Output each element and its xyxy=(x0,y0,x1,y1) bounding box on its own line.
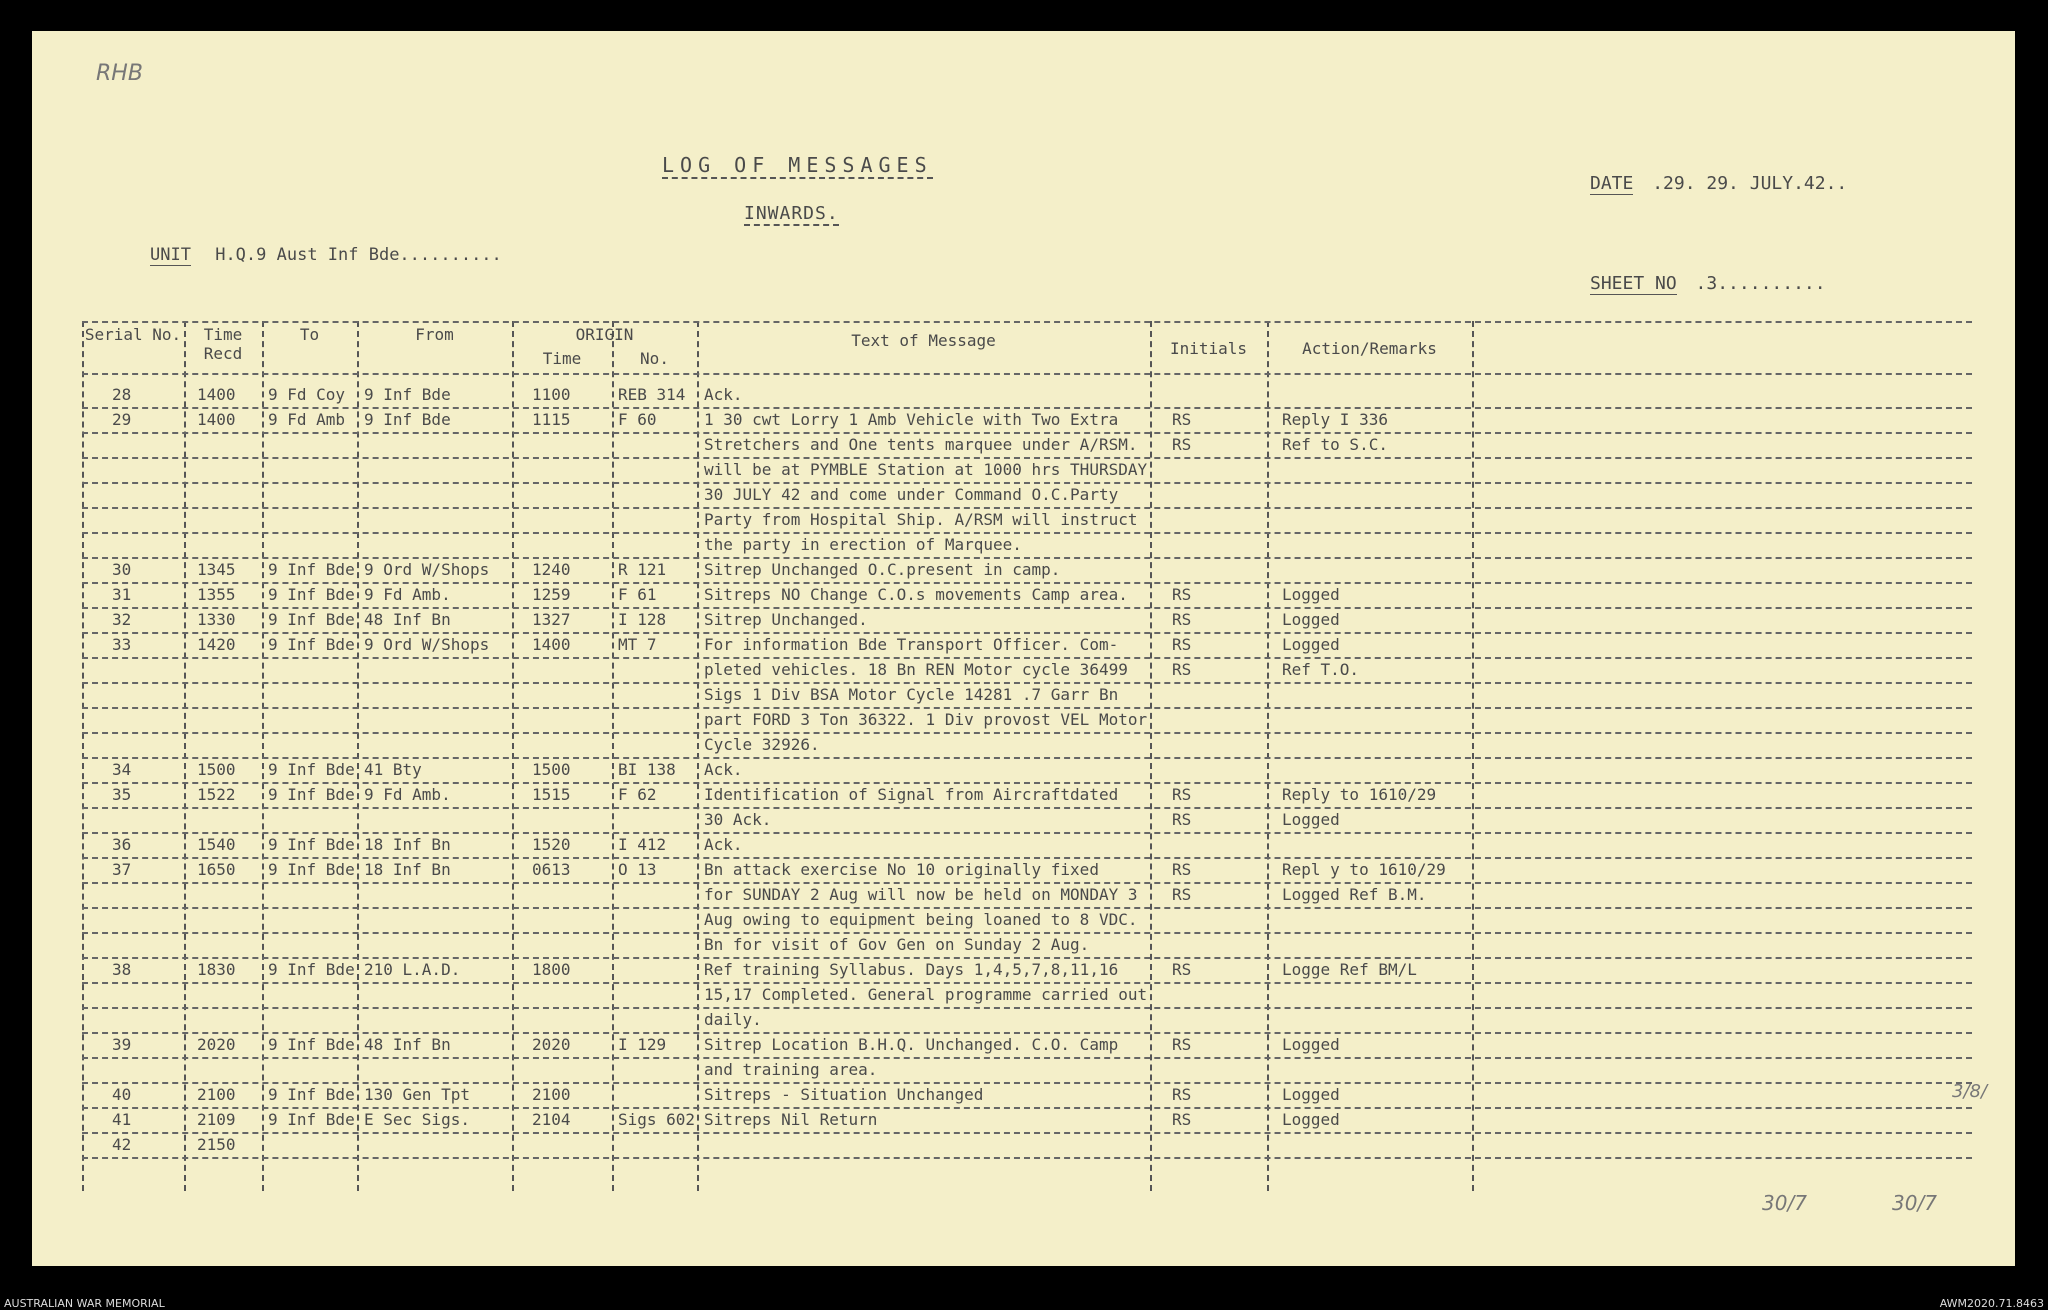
table-row xyxy=(82,710,1972,732)
date-label: DATE xyxy=(1590,173,1634,194)
cell-text: 30 JULY 42 and come under Command O.C.Party xyxy=(704,485,1119,504)
cell-to: 9 Inf Bde xyxy=(268,835,355,854)
cell-time-recd: 1830 xyxy=(197,960,236,979)
cell-serial: 35 xyxy=(112,785,132,804)
cell-initials: RS xyxy=(1172,960,1192,979)
cell-from: E Sec Sigs. xyxy=(364,1110,470,1129)
cell-initials: RS xyxy=(1172,410,1192,429)
row-border xyxy=(82,1032,1972,1034)
cell-action: Logged xyxy=(1282,1085,1340,1104)
row-border xyxy=(82,1082,1972,1084)
cell-origin-no: F 60 xyxy=(618,410,657,429)
cell-time-recd: 1400 xyxy=(197,410,236,429)
cell-origin-time: 2020 xyxy=(532,1035,571,1054)
col-header-action: Action/Remarks xyxy=(1302,339,1437,358)
date-line xyxy=(1590,173,1847,194)
cell-to: 9 Inf Bde xyxy=(268,560,355,579)
message-log-table xyxy=(82,321,1972,1191)
unit-value: H.Q.9 Aust Inf Bde.......... xyxy=(215,245,502,265)
cell-from: 18 Inf Bn xyxy=(364,860,451,879)
cell-initials: RS xyxy=(1172,585,1192,604)
cell-origin-no: I 128 xyxy=(618,610,667,629)
cell-text: will be at PYMBLE Station at 1000 hrs THURSDAY xyxy=(704,460,1148,479)
row-border xyxy=(82,1057,1972,1059)
cell-time-recd: 1355 xyxy=(197,585,236,604)
table-row xyxy=(82,585,1972,607)
cell-origin-no: F 61 xyxy=(618,585,657,604)
cell-initials: RS xyxy=(1172,1110,1192,1129)
cell-origin-no: Sigs 602 xyxy=(618,1110,696,1129)
cell-time-recd: 1500 xyxy=(197,760,236,779)
cell-action: Reply I 336 xyxy=(1282,410,1388,429)
cell-to: 9 Inf Bde xyxy=(268,585,355,604)
cell-to: 9 Inf Bde xyxy=(268,1110,355,1129)
table-row xyxy=(82,985,1972,1007)
cell-serial: 36 xyxy=(112,835,132,854)
cell-text: Ack. xyxy=(704,835,743,854)
cell-serial: 34 xyxy=(112,760,132,779)
cell-origin-no: R 121 xyxy=(618,560,667,579)
cell-from: 48 Inf Bn xyxy=(364,1035,451,1054)
cell-serial: 37 xyxy=(112,860,132,879)
cell-time-recd: 1540 xyxy=(197,835,236,854)
cell-text: and training area. xyxy=(704,1060,878,1079)
row-border xyxy=(82,957,1972,959)
cell-text: the party in erection of Marquee. xyxy=(704,535,1022,554)
cell-from: 9 Inf Bde xyxy=(364,410,451,429)
cell-serial: 39 xyxy=(112,1035,132,1054)
cell-text: Sigs 1 Div BSA Motor Cycle 14281 .7 Garr Bn xyxy=(704,685,1119,704)
col-header-origin-no: No. xyxy=(640,349,669,368)
cell-action: Reply to 1610/29 xyxy=(1282,785,1437,804)
cell-text: Identification of Signal from Aircraftdated xyxy=(704,785,1119,804)
cell-time-recd: 1522 xyxy=(197,785,236,804)
row-border xyxy=(82,707,1972,709)
cell-origin-time: 0613 xyxy=(532,860,571,879)
table-row xyxy=(82,810,1972,832)
cell-action: Ref to S.C. xyxy=(1282,435,1388,454)
cell-serial: 40 xyxy=(112,1085,132,1104)
row-border xyxy=(82,757,1972,759)
corner-mark: RHB xyxy=(96,61,143,86)
row-border xyxy=(82,1007,1972,1009)
cell-to: 9 Inf Bde xyxy=(268,760,355,779)
cell-time-recd: 1650 xyxy=(197,860,236,879)
table-row xyxy=(82,460,1972,482)
cell-origin-no: I 412 xyxy=(618,835,667,854)
cell-time-recd: 1400 xyxy=(197,385,236,404)
table-row xyxy=(82,860,1972,882)
table-row xyxy=(82,535,1972,557)
cell-time-recd: 2109 xyxy=(197,1110,236,1129)
row-border xyxy=(82,532,1972,534)
footer-left: AUSTRALIAN WAR MEMORIAL xyxy=(4,1297,165,1310)
cell-text: 1 30 cwt Lorry 1 Amb Vehicle with Two Extra xyxy=(704,410,1119,429)
table-row xyxy=(82,1135,1972,1157)
unit-label: UNIT xyxy=(150,245,191,265)
cell-to: 9 Inf Bde xyxy=(268,610,355,629)
row-border xyxy=(82,857,1972,859)
sheet-label: SHEET NO xyxy=(1590,273,1677,294)
table-row xyxy=(82,635,1972,657)
row-border xyxy=(82,507,1972,509)
col-header-to: To xyxy=(299,325,320,344)
cell-to: 9 Inf Bde xyxy=(268,785,355,804)
cell-to: 9 Fd Amb xyxy=(268,410,346,429)
col-header-origin: ORIGIN xyxy=(575,325,634,344)
row-border xyxy=(82,482,1972,484)
row-border xyxy=(82,657,1972,659)
cell-origin-time: 1327 xyxy=(532,610,571,629)
cell-text: For information Bde Transport Officer. Com- xyxy=(704,635,1119,654)
cell-origin-no: F 62 xyxy=(618,785,657,804)
table-row xyxy=(82,1110,1972,1132)
cell-initials: RS xyxy=(1172,435,1192,454)
table-row xyxy=(82,560,1972,582)
row-border xyxy=(82,607,1972,609)
page-subtitle: INWARDS. xyxy=(744,203,839,224)
cell-time-recd: 1420 xyxy=(197,635,236,654)
row-border xyxy=(82,907,1972,909)
row-border xyxy=(82,982,1972,984)
table-row xyxy=(82,685,1972,707)
cell-initials: RS xyxy=(1172,660,1192,679)
cell-time-recd: 2150 xyxy=(197,1135,236,1154)
cell-to: 9 Inf Bde xyxy=(268,1085,355,1104)
cell-initials: RS xyxy=(1172,1035,1192,1054)
cell-origin-time: 1100 xyxy=(532,385,571,404)
row-border xyxy=(82,407,1972,409)
row-border xyxy=(82,832,1972,834)
table-row xyxy=(82,510,1972,532)
cell-initials: RS xyxy=(1172,810,1192,829)
cell-text: Ack. xyxy=(704,760,743,779)
cell-initials: RS xyxy=(1172,860,1192,879)
sheet-value: .3.......... xyxy=(1695,273,1826,294)
cell-origin-time: 1500 xyxy=(532,760,571,779)
table-row xyxy=(82,1010,1972,1032)
col-header-time-recd: Time Recd xyxy=(203,325,243,363)
date-value: .29. 29. JULY.42.. xyxy=(1652,173,1848,194)
row-border xyxy=(82,732,1972,734)
cell-text: pleted vehicles. 18 Bn REN Motor cycle 36499 xyxy=(704,660,1128,679)
cell-from: 9 Fd Amb. xyxy=(364,585,451,604)
table-row xyxy=(82,1035,1972,1057)
table-row xyxy=(82,660,1972,682)
cell-serial: 38 xyxy=(112,960,132,979)
document-page xyxy=(32,31,2015,1266)
cell-text: Ack. xyxy=(704,385,743,404)
cell-text: Cycle 32926. xyxy=(704,735,820,754)
sheet-line xyxy=(1590,273,1826,294)
table-row xyxy=(82,960,1972,982)
cell-text: Bn for visit of Gov Gen on Sunday 2 Aug. xyxy=(704,935,1090,954)
cell-initials: RS xyxy=(1172,610,1192,629)
table-row xyxy=(82,910,1972,932)
cell-origin-no: BI 138 xyxy=(618,760,676,779)
cell-serial: 30 xyxy=(112,560,132,579)
cell-initials: RS xyxy=(1172,885,1192,904)
row-border xyxy=(82,882,1972,884)
table-row xyxy=(82,935,1972,957)
row-border xyxy=(82,457,1972,459)
cell-origin-no: REB 314 xyxy=(618,385,686,404)
cell-action: Repl y to 1610/29 xyxy=(1282,860,1446,879)
cell-from: 9 Inf Bde xyxy=(364,385,451,404)
cell-action: Logged xyxy=(1282,1035,1340,1054)
cell-origin-time: 1400 xyxy=(532,635,571,654)
cell-serial: 31 xyxy=(112,585,132,604)
signature-annotation: 30/7 xyxy=(1892,1191,1937,1215)
cell-from: 41 Bty xyxy=(364,760,422,779)
col-header-serial: Serial No. xyxy=(84,325,182,344)
cell-origin-time: 1259 xyxy=(532,585,571,604)
cell-serial: 42 xyxy=(112,1135,132,1154)
cell-action: Logged xyxy=(1282,635,1340,654)
cell-serial: 29 xyxy=(112,410,132,429)
cell-from: 18 Inf Bn xyxy=(364,835,451,854)
cell-time-recd: 2020 xyxy=(197,1035,236,1054)
cell-serial: 28 xyxy=(112,385,132,404)
cell-origin-no: O 13 xyxy=(618,860,657,879)
row-border xyxy=(82,582,1972,584)
row-border xyxy=(82,782,1972,784)
col-header-origin-time: Time xyxy=(542,349,582,368)
col-header-initials: Initials xyxy=(1169,339,1248,358)
row-border xyxy=(82,321,1972,323)
cell-from: 9 Ord W/Shops xyxy=(364,560,490,579)
cell-origin-time: 1520 xyxy=(532,835,571,854)
col-header-from: From xyxy=(415,325,454,344)
cell-origin-time: 1800 xyxy=(532,960,571,979)
margin-annotation: 3/8/ xyxy=(1952,1081,1988,1102)
cell-text: Sitreps NO Change C.O.s movements Camp area. xyxy=(704,585,1128,604)
cell-from: 9 Fd Amb. xyxy=(364,785,451,804)
cell-text: Stretchers and One tents marquee under A/RSM. xyxy=(704,435,1138,454)
cell-initials: RS xyxy=(1172,785,1192,804)
cell-action: Logge Ref BM/L xyxy=(1282,960,1417,979)
cell-action: Logged xyxy=(1282,810,1340,829)
cell-origin-no: MT 7 xyxy=(618,635,657,654)
table-row xyxy=(82,760,1972,782)
table-row xyxy=(82,835,1972,857)
cell-origin-time: 1515 xyxy=(532,785,571,804)
cell-text: Sitreps Nil Return xyxy=(704,1110,878,1129)
cell-serial: 41 xyxy=(112,1110,132,1129)
cell-initials: RS xyxy=(1172,635,1192,654)
cell-origin-time: 2100 xyxy=(532,1085,571,1104)
cell-to: 9 Inf Bde xyxy=(268,960,355,979)
row-border xyxy=(82,932,1972,934)
cell-origin-no: I 129 xyxy=(618,1035,667,1054)
cell-text: Sitrep Unchanged. xyxy=(704,610,868,629)
cell-origin-time: 1240 xyxy=(532,560,571,579)
table-row xyxy=(82,885,1972,907)
table-row xyxy=(82,410,1972,432)
cell-from: 130 Gen Tpt xyxy=(364,1085,470,1104)
cell-text: Aug owing to equipment being loaned to 8 VDC. xyxy=(704,910,1138,929)
cell-action: Logged xyxy=(1282,585,1340,604)
cell-serial: 32 xyxy=(112,610,132,629)
cell-action: Logged Ref B.M. xyxy=(1282,885,1427,904)
row-border xyxy=(82,557,1972,559)
table-row xyxy=(82,785,1972,807)
cell-text: for SUNDAY 2 Aug will now be held on MONDAY 3 xyxy=(704,885,1138,904)
cell-from: 210 L.A.D. xyxy=(364,960,461,979)
table-row xyxy=(82,385,1972,407)
cell-text: 15,17 Completed. General programme carried out xyxy=(704,985,1148,1004)
cell-initials: RS xyxy=(1172,1085,1192,1104)
cell-from: 48 Inf Bn xyxy=(364,610,451,629)
cell-text: Sitrep Location B.H.Q. Unchanged. C.O. Camp xyxy=(704,1035,1119,1054)
cell-text: 30 Ack. xyxy=(704,810,772,829)
unit-line xyxy=(150,245,502,265)
row-border xyxy=(82,1107,1972,1109)
initials-annotation: 30/7 xyxy=(1762,1191,1807,1215)
row-border xyxy=(82,682,1972,684)
row-border xyxy=(82,1157,1972,1159)
cell-time-recd: 1345 xyxy=(197,560,236,579)
cell-text: daily. xyxy=(704,1010,762,1029)
table-row xyxy=(82,735,1972,757)
row-border xyxy=(82,632,1972,634)
table-row xyxy=(82,610,1972,632)
row-border xyxy=(82,1132,1972,1134)
cell-text: Sitreps - Situation Unchanged xyxy=(704,1085,984,1104)
cell-text: Party from Hospital Ship. A/RSM will instruct xyxy=(704,510,1138,529)
table-row xyxy=(82,1085,1972,1107)
cell-text: part FORD 3 Ton 36322. 1 Div provost VEL Motor xyxy=(704,710,1148,729)
table-row xyxy=(82,435,1972,457)
footer-right: AWM2020.71.8463 xyxy=(1939,1297,2044,1310)
cell-action: Logged xyxy=(1282,1110,1340,1129)
cell-origin-time: 2104 xyxy=(532,1110,571,1129)
row-border xyxy=(82,807,1972,809)
cell-to: 9 Inf Bde xyxy=(268,635,355,654)
cell-text: Sitrep Unchanged O.C.present in camp. xyxy=(704,560,1061,579)
cell-time-recd: 1330 xyxy=(197,610,236,629)
cell-text: Bn attack exercise No 10 originally fixed xyxy=(704,860,1099,879)
page-title: LOG OF MESSAGES xyxy=(662,153,933,177)
cell-serial: 33 xyxy=(112,635,132,654)
cell-to: 9 Fd Coy xyxy=(268,385,346,404)
row-border xyxy=(82,373,1972,375)
cell-origin-time: 1115 xyxy=(532,410,571,429)
cell-action: Ref T.O. xyxy=(1282,660,1360,679)
cell-action: Logged xyxy=(1282,610,1340,629)
cell-text: Ref training Syllabus. Days 1,4,5,7,8,11,16 xyxy=(704,960,1119,979)
table-row xyxy=(82,485,1972,507)
cell-time-recd: 2100 xyxy=(197,1085,236,1104)
col-header-text: Text of Message xyxy=(851,331,996,350)
cell-to: 9 Inf Bde xyxy=(268,860,355,879)
cell-from: 9 Ord W/Shops xyxy=(364,635,490,654)
table-row xyxy=(82,1060,1972,1082)
cell-to: 9 Inf Bde xyxy=(268,1035,355,1054)
row-border xyxy=(82,432,1972,434)
